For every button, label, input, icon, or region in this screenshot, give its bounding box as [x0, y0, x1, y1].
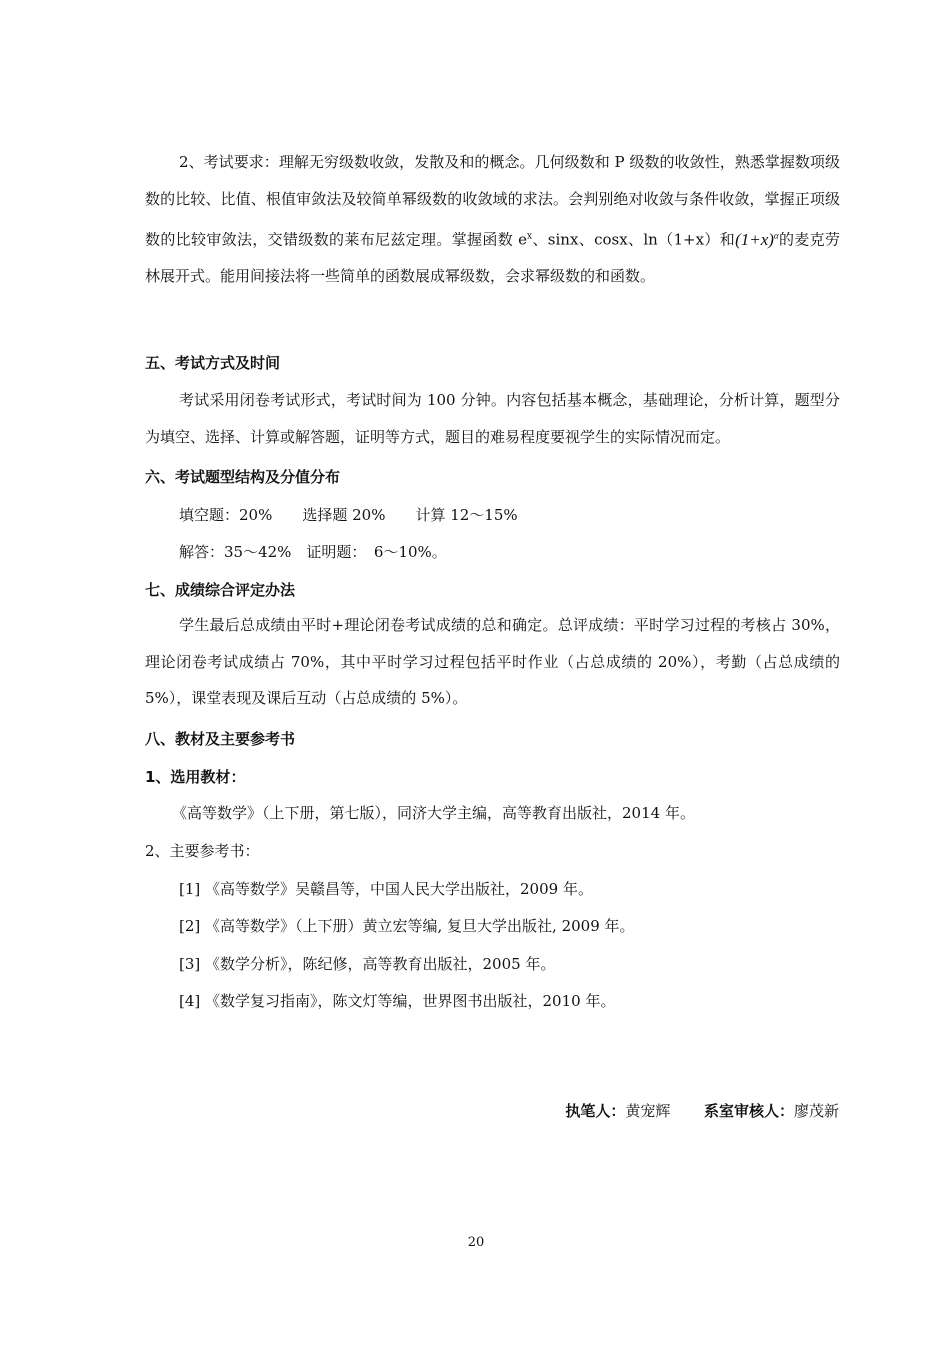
section7-body [145, 607, 840, 717]
reviewer-name: 廖茂新 [793, 1102, 839, 1120]
textbook-entry: 《高等数学》（上下册，第七版），同济大学主编，高等教育出版社，2014 年。 [172, 804, 695, 822]
author-label: 执笔人： [565, 1102, 626, 1120]
exponent-x: x [527, 231, 533, 242]
section6-line1: 填空题：20% 选择题 20% 计算 12～15% [179, 506, 518, 524]
section5-heading: 五、考试方式及时间 [145, 354, 281, 372]
section6-line2: 解答：35～42% 证明题： 6～10%。 [179, 543, 447, 561]
reference-item-4: [4] 《数学复习指南》，陈文灯等编，世界图书出版社，2010 年。 [179, 992, 616, 1010]
exam-requirements-text-3: 的麦克劳林展开式。能用间接法将一些简单的函数展成幂级数，会求幂级数的和函数。 [145, 230, 840, 286]
reviewer-label: 系室审核人： [703, 1102, 794, 1120]
exam-requirements-text-tail: 、sinx、cosx、ln [532, 230, 658, 249]
section7-text: 学生最后总成绩由平时+理论闭卷考试成绩的总和确定。总评成绩：平时学习过程的考核占 30%，理论闭卷考试成绩占 70%，其中平时学习过程包括平时作业（占总成绩的 20%），考勤（占总成绩的 5%），课堂表现及课后互动（占总成绩的 5%）。 [145, 616, 840, 707]
section5-text: 考试采用闭卷考试形式，考试时间为 100 分钟。内容包括基本概念，基础理论，分析计算，题型分为填空、选择、计算或解答题，证明等方式，题目的难易程度要视学生的实际情况而定。 [145, 391, 840, 446]
math-formula: $(1+x)^\alpha$ [735, 229, 779, 249]
reference-item-3: [3] 《数学分析》，陈纪修，高等教育出版社，2005 年。 [179, 955, 556, 973]
reference-item-1: [1] 《高等数学》吴赣昌等，中国人民大学出版社，2009 年。 [179, 880, 593, 898]
section6-heading: 六、考试题型结构及分值分布 [145, 468, 341, 486]
section5-body [145, 382, 840, 455]
exam-requirements-text-2: （1+x）和 [657, 230, 736, 249]
references-subheading: 2、主要参考书： [145, 842, 260, 860]
exam-requirements-text: 2、考试要求：理解无穷级数收敛，发散及和的概念。几何级数和 P 级数的收敛性，熟悉掌握数项级数的比较、比值、根值审敛法及较简单幂级数的收敛域的求法。会判别绝对收敛与条件收敛，掌握正项级数的比较审敛法，交错级数的莱布尼兹定理。掌握函数 e [145, 153, 840, 249]
textbook-subheading: 1、选用教材： [145, 768, 246, 786]
exam-requirements-paragraph [145, 144, 840, 295]
math-alpha: α [773, 230, 779, 240]
page-number: 20 [467, 1235, 485, 1250]
section8-heading: 八、教材及主要参考书 [145, 730, 296, 748]
signature-line [565, 1100, 839, 1121]
section7-heading: 七、成绩综合评定办法 [145, 581, 296, 599]
reference-item-2: [2] 《高等数学》（上下册）黄立宏等编, 复旦大学出版社, 2009 年。 [179, 917, 635, 935]
author-name: 黄宠辉 [625, 1102, 671, 1120]
